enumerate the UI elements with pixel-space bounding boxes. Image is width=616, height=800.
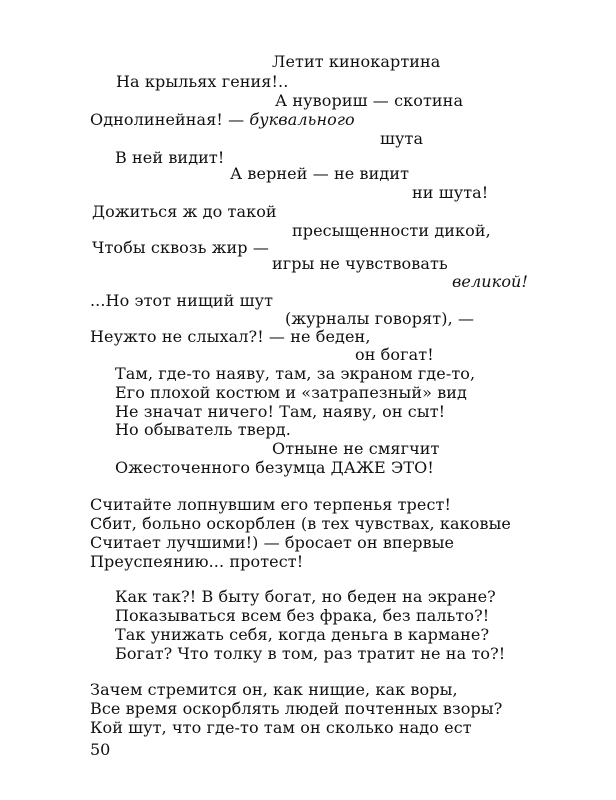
verse-line: Дожиться ж до такой <box>92 202 277 221</box>
verse-line: Неужто не слыхал?! — не беден, <box>90 327 371 346</box>
verse-line <box>452 272 528 292</box>
verse-line: (журналы говорят), — <box>285 309 475 328</box>
verse-line: Не значат ничего! Там, наяву, он сыт! <box>115 402 446 421</box>
verse-line: Отныне не смягчит <box>272 439 440 458</box>
verse-line: он богат! <box>355 345 434 364</box>
verse-line: Преуспеянию... протест! <box>90 552 304 571</box>
verse-line: шута <box>380 129 424 148</box>
verse-line: Богат? Что толку в том, раз тратит не на то?! <box>115 644 506 663</box>
verse-line: ...Но этот нищий шут <box>90 291 274 310</box>
page-number: 50 <box>90 740 111 759</box>
verse-line: В ней видит! <box>115 148 225 167</box>
italic-word: буквального <box>249 110 355 129</box>
verse-line: ни шута! <box>412 183 489 202</box>
italic-word: великой! <box>452 272 528 291</box>
verse-line: Сбит, больно оскорблен (в тех чувствах, каковые <box>90 514 511 533</box>
verse-line: Как так?! В быту богат, но беден на экране? <box>115 587 496 606</box>
verse-line: Кой шут, что где-то там он сколько надо ест <box>90 718 472 737</box>
verse-line: На крыльях гения!.. <box>116 72 289 91</box>
verse-line: Зачем стремится он, как нищие, как воры, <box>90 680 458 699</box>
verse-line: Показываться всем без фрака, без пальто?! <box>115 606 490 625</box>
verse-line: А нувориш — скотина <box>275 91 464 110</box>
verse-line: Летит кинокартина <box>272 52 441 71</box>
verse-line: Так унижать себя, когда деньга в кармане? <box>115 625 490 644</box>
verse-line: Считает лучшими!) — бросает он впервые <box>90 533 455 552</box>
verse-line: Ожесточенного безумца ДАЖЕ ЭТО! <box>115 458 434 477</box>
verse-line: Его плохой костюм и «затрапезный» вид <box>115 383 468 402</box>
verse-line: Там, где-то наяву, там, за экраном где-то, <box>115 364 476 383</box>
verse-line: Чтобы сквозь жир — <box>92 238 269 257</box>
verse-line: пресыщенности дикой, <box>292 221 491 240</box>
verse-line: Считайте лопнувшим его терпенья трест! <box>90 495 451 514</box>
verse-text: Однолинейная! — <box>90 110 250 129</box>
verse-line: игры не чувствовать <box>272 254 448 273</box>
verse-line <box>90 110 355 130</box>
verse-line: Все время оскорблять людей почтенных взоры? <box>90 699 503 718</box>
verse-line: А верней — не видит <box>230 164 410 183</box>
verse-line: Но обыватель тверд. <box>115 420 291 439</box>
